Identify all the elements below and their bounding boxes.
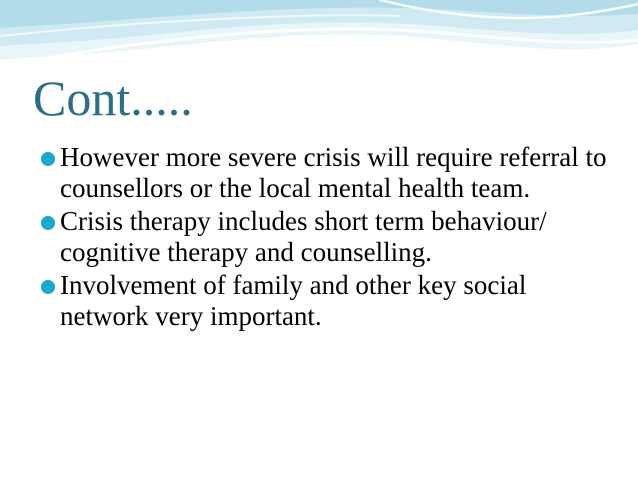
slide-title: Cont.....	[33, 70, 193, 126]
filled-circle-bullet-icon	[41, 216, 55, 230]
bullet-text: Involvement of family and other key social network very important.	[60, 270, 527, 331]
bullet-item	[40, 206, 620, 268]
bullet-text: However more severe crisis will require referral to counsellors or the local mental health team.	[60, 142, 607, 203]
bullet-item	[40, 270, 620, 332]
bullet-text: Crisis therapy includes short term behaviour/ cognitive therapy and counselling.	[60, 206, 547, 267]
bullet-item	[40, 142, 620, 204]
filled-circle-bullet-icon	[41, 152, 55, 166]
bullet-list	[40, 142, 620, 334]
filled-circle-bullet-icon	[41, 280, 55, 294]
